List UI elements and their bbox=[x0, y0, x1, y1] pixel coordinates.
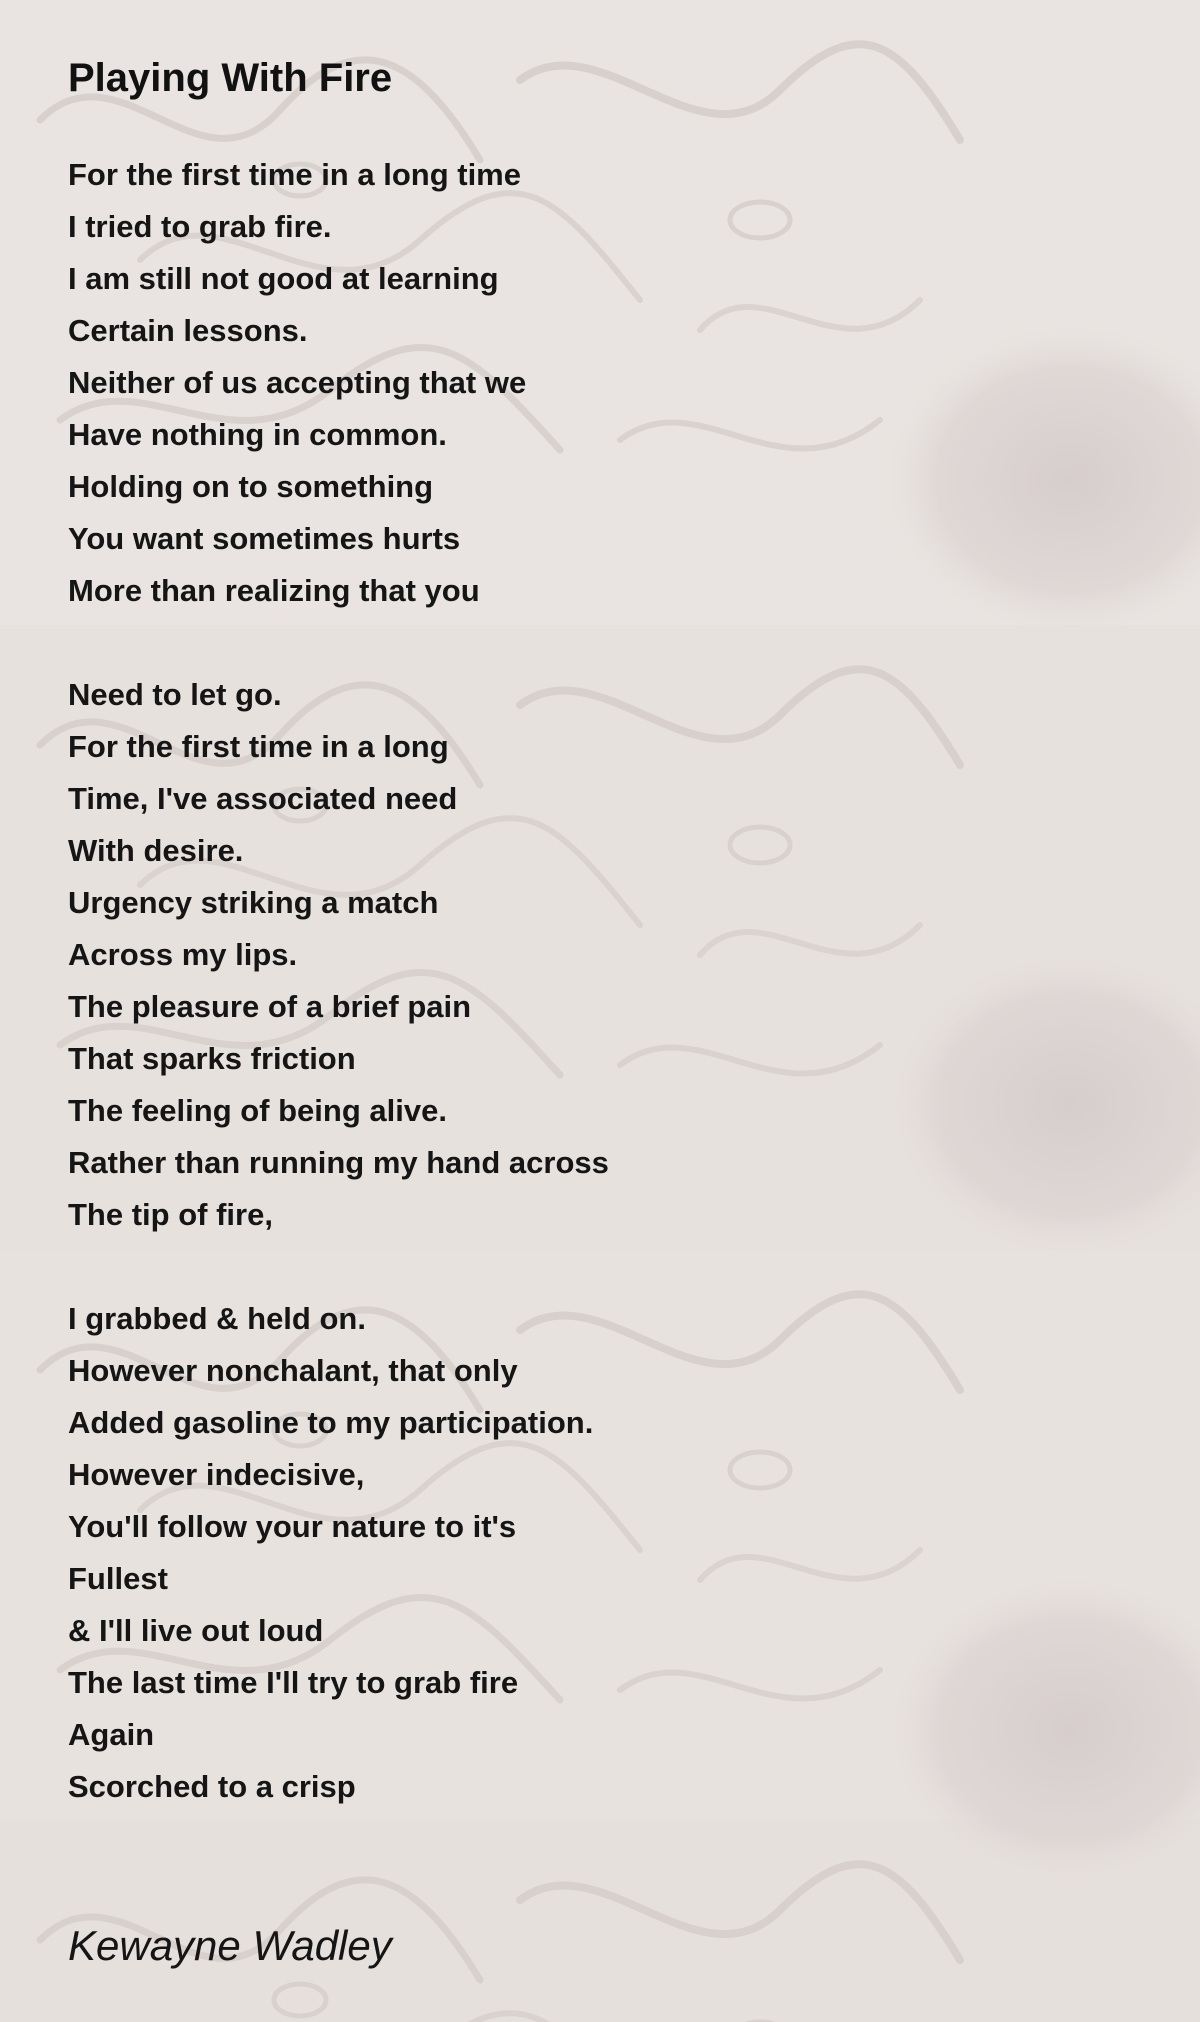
poem-line: The last time I'll try to grab fire bbox=[68, 1665, 519, 1700]
poem-line: I am still not good at learning bbox=[68, 261, 499, 296]
poem-line: I grabbed & held on. bbox=[68, 1301, 366, 1336]
poem-line: Added gasoline to my participation. bbox=[68, 1405, 594, 1440]
poem-body bbox=[68, 149, 1128, 1865]
poem-line: Rather than running my hand across bbox=[68, 1145, 609, 1180]
poem-line: Certain lessons. bbox=[68, 313, 308, 348]
poem-line: The tip of fire, bbox=[68, 1197, 273, 1232]
poem-title: Playing With Fire bbox=[68, 56, 393, 100]
poem-author: Kewayne Wadley bbox=[68, 1922, 392, 1969]
poem-line: Urgency striking a match bbox=[68, 885, 439, 920]
poem-line: & I'll live out loud bbox=[68, 1613, 324, 1648]
poem-line: That sparks friction bbox=[68, 1041, 356, 1076]
poem-line: Fullest bbox=[68, 1561, 168, 1596]
poem-line: Holding on to something bbox=[68, 469, 434, 504]
poem-line: Neither of us accepting that we bbox=[68, 365, 527, 400]
poem-line: Have nothing in common. bbox=[68, 417, 447, 452]
poem-line: The feeling of being alive. bbox=[68, 1093, 447, 1128]
poem-line: Scorched to a crisp bbox=[68, 1769, 356, 1804]
poem-line: With desire. bbox=[68, 833, 244, 868]
poem-line: Across my lips. bbox=[68, 937, 298, 972]
poem-line: However nonchalant, that only bbox=[68, 1353, 518, 1388]
stanza-2 bbox=[68, 669, 1128, 1241]
poem-line: You'll follow your nature to it's bbox=[68, 1509, 517, 1544]
poem-line: However indecisive, bbox=[68, 1457, 365, 1492]
poem-line: More than realizing that you bbox=[68, 573, 480, 608]
stanza-3 bbox=[68, 1293, 1128, 1813]
stanza-1 bbox=[68, 149, 1128, 617]
poem-line: You want sometimes hurts bbox=[68, 521, 461, 556]
poem-line: Need to let go. bbox=[68, 677, 282, 712]
poem-line: Time, I've associated need bbox=[68, 781, 458, 816]
poem-line: I tried to grab fire. bbox=[68, 209, 332, 244]
poem-line: For the first time in a long bbox=[68, 729, 449, 764]
poem-line: For the first time in a long time bbox=[68, 157, 521, 192]
poem-line: Again bbox=[68, 1717, 155, 1752]
poem-line: The pleasure of a brief pain bbox=[68, 989, 472, 1024]
